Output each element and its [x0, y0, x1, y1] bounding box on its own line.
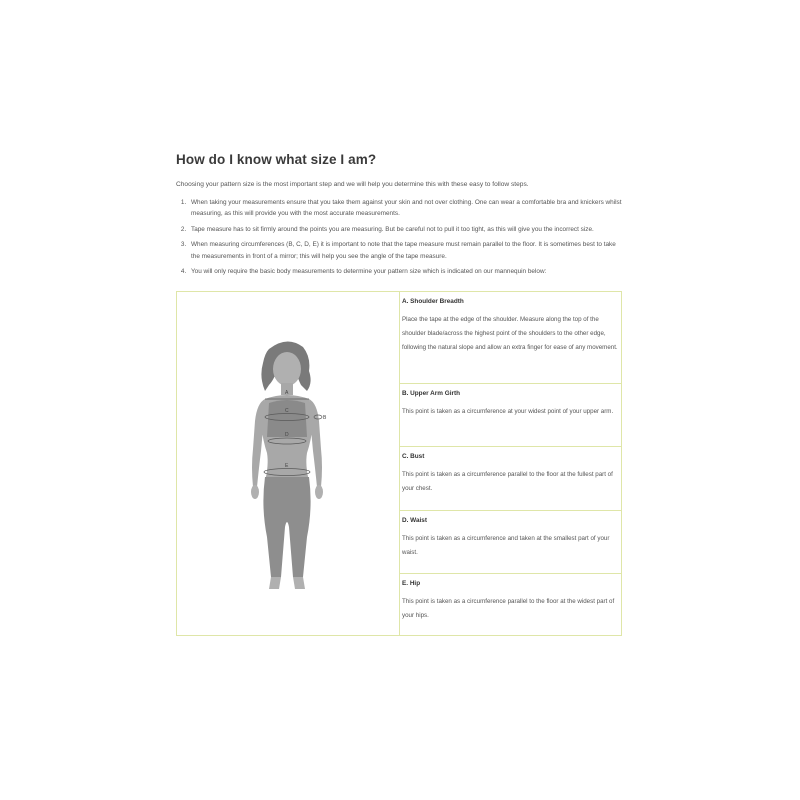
mannequin-head: [273, 352, 301, 386]
measurement-title: E. Hip: [402, 580, 421, 587]
measurement-title: C. Bust: [402, 453, 425, 460]
measurement-waist: [400, 511, 621, 574]
measurement-text: This point is taken as a circumference parallel to the floor at the widest part of your hips.: [402, 598, 615, 619]
label-b: B: [323, 415, 327, 421]
step-2: 2. Tape measure has to sit firmly around the points you are measuring. But be careful not to pull it too tight, as this will give you the incorrect size.: [188, 224, 622, 235]
step-1: 1. When taking your measurements ensure that you take them against your skin and not over clothing. One can wear a comfortable bra and knickers whilst measuring, as this will provide you with the most accurate measurements.: [188, 197, 622, 220]
mannequin-left-arm: [252, 399, 265, 487]
measurement-text: This point is taken as a circumference and taken at the smallest part of your waist.: [402, 535, 610, 556]
measurement-hip: [400, 574, 621, 635]
measurement-title: B. Upper Arm Girth: [402, 390, 460, 397]
label-e: E: [285, 463, 289, 469]
measurement-table: [176, 291, 622, 636]
measurement-descriptions: [400, 292, 621, 635]
page-title: How do I know what size I am?: [176, 152, 377, 167]
measurement-title: A. Shoulder Breadth: [402, 298, 464, 305]
mannequin-cell: [177, 292, 400, 635]
measurement-text: This point is taken as a circumference at your widest point of your upper arm.: [402, 408, 614, 415]
label-a: A: [285, 390, 289, 396]
mannequin-right-arm: [309, 399, 322, 487]
intro-text: Choosing your pattern size is the most important step and we will help you determine this with these easy to follow steps.: [176, 181, 529, 188]
label-c: C: [285, 408, 289, 414]
mannequin-figure: [217, 337, 357, 597]
mannequin-left-foot: [269, 577, 281, 589]
mannequin-legs: [263, 477, 310, 577]
step-3: 3. When measuring circumferences (B, C, D, E) it is important to note that the tape measure must remain parallel to the floor. It is sometimes best to take the measurements in front of a mirror; this will help you see the angle of the tape measure.: [188, 239, 622, 262]
size-guide-intro: [176, 152, 622, 281]
measurement-shoulder-breadth: [400, 292, 621, 384]
measurement-text: This point is taken as a circumference parallel to the floor at the fullest part of your chest.: [402, 471, 613, 492]
label-d: D: [285, 432, 289, 438]
mannequin-right-hand: [315, 485, 323, 499]
measurement-bust: [400, 447, 621, 511]
step-4: 4. You will only require the basic body measurements to determine your pattern size which is indicated on our mannequin below:: [188, 266, 622, 277]
mannequin-left-hand: [251, 485, 259, 499]
measurement-text: Place the tape at the edge of the shoulder. Measure along the top of the shoulder blade/across the highest point of the shoulders to the other edge, following the natural slope and allow an extra finger for ease of any movement.: [402, 316, 618, 351]
measuring-steps-list: [176, 197, 622, 277]
measurement-upper-arm-girth: [400, 384, 621, 447]
mannequin-right-foot: [293, 577, 305, 589]
measurement-title: D. Waist: [402, 517, 427, 524]
